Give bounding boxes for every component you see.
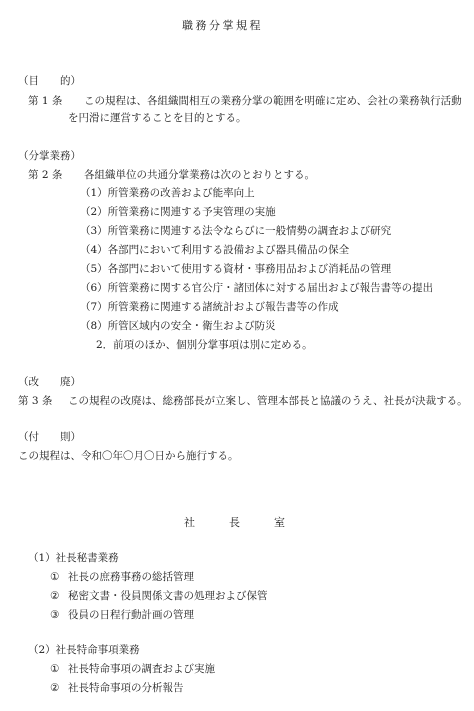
article-2-item: （7）所管業務に関連する諸統計および報告書等の作成 bbox=[80, 301, 339, 313]
article-3-label: 第 3 条 bbox=[18, 395, 53, 407]
document-title: 職務分掌規程 bbox=[182, 19, 263, 32]
article-2-paragraph-2: 2．前項のほか、個別分掌事項は別に定める。 bbox=[96, 339, 313, 351]
office-item-number: ① bbox=[50, 663, 60, 675]
office-item-text: 役員の日程行動計画の管理 bbox=[68, 609, 194, 621]
office-item-text: 社長の庶務事務の総括管理 bbox=[68, 571, 194, 583]
article-2-item: （3）所管業務に関連する法令ならびに一般情勢の調査および研究 bbox=[80, 225, 392, 237]
article-2-item: （2）所管業務に関連する予実管理の実施 bbox=[80, 206, 276, 218]
office-section-heading: （1）社長秘書業務 bbox=[28, 552, 119, 564]
article-1-text-line2: を円滑に運営することを目的とする。 bbox=[68, 112, 247, 124]
article-1-text-line1: この規程は、各組織間相互の業務分掌の範囲を明確に定め、会社の業務執行活動 bbox=[84, 95, 462, 107]
article-3-text: この規程の改廃は、総務部長が立案し、管理本部長と協議のうえ、社長が決裁する。 bbox=[68, 395, 468, 407]
office-item-number: ② bbox=[50, 590, 60, 602]
office-item-text: 社長特命事項の分析報告 bbox=[68, 682, 184, 694]
article-2-item: （5）各部門において使用する資材・事務用品および消耗品の管理 bbox=[80, 263, 392, 275]
article-2-item: （6）所管業務に関する官公庁・諸団体に対する届出および報告書等の提出 bbox=[80, 282, 434, 294]
office-section-heading: （2）社長特命事項業務 bbox=[28, 644, 140, 656]
office-title-char: 長 bbox=[229, 516, 240, 529]
article-2-item: （1）所管業務の改善および能率向上 bbox=[80, 187, 255, 199]
office-title-char: 社 bbox=[184, 516, 195, 529]
article-2-intro: 各組織単位の共通分掌業務は次のとおりとする。 bbox=[84, 169, 315, 181]
office-item-number: ③ bbox=[50, 609, 60, 621]
office-item-text: 秘密文書・役員関係文書の処理および保管 bbox=[68, 590, 268, 602]
office-title bbox=[184, 516, 285, 530]
article-2-item: （4）各部門において利用する設備および器具備品の保全 bbox=[80, 244, 350, 256]
article-2-item: （8）所管区域内の安全・衛生および防災 bbox=[80, 320, 276, 332]
article-1-label: 第 1 条 bbox=[28, 95, 63, 107]
office-item-text: 社長特命事項の調査および実施 bbox=[68, 663, 215, 675]
article-2-label: 第 2 条 bbox=[28, 169, 63, 181]
office-title-char: 室 bbox=[274, 516, 285, 529]
supplementary-text: この規程は、令和〇年〇月〇日から施行する。 bbox=[18, 450, 239, 462]
article-1-heading: （目 的） bbox=[18, 75, 81, 87]
office-item-number: ① bbox=[50, 571, 60, 583]
office-item-number: ② bbox=[50, 682, 60, 694]
article-3-heading: （改 廃） bbox=[18, 376, 81, 388]
supplementary-heading: （付 則） bbox=[18, 431, 81, 443]
article-2-heading: （分掌業務） bbox=[18, 150, 81, 162]
